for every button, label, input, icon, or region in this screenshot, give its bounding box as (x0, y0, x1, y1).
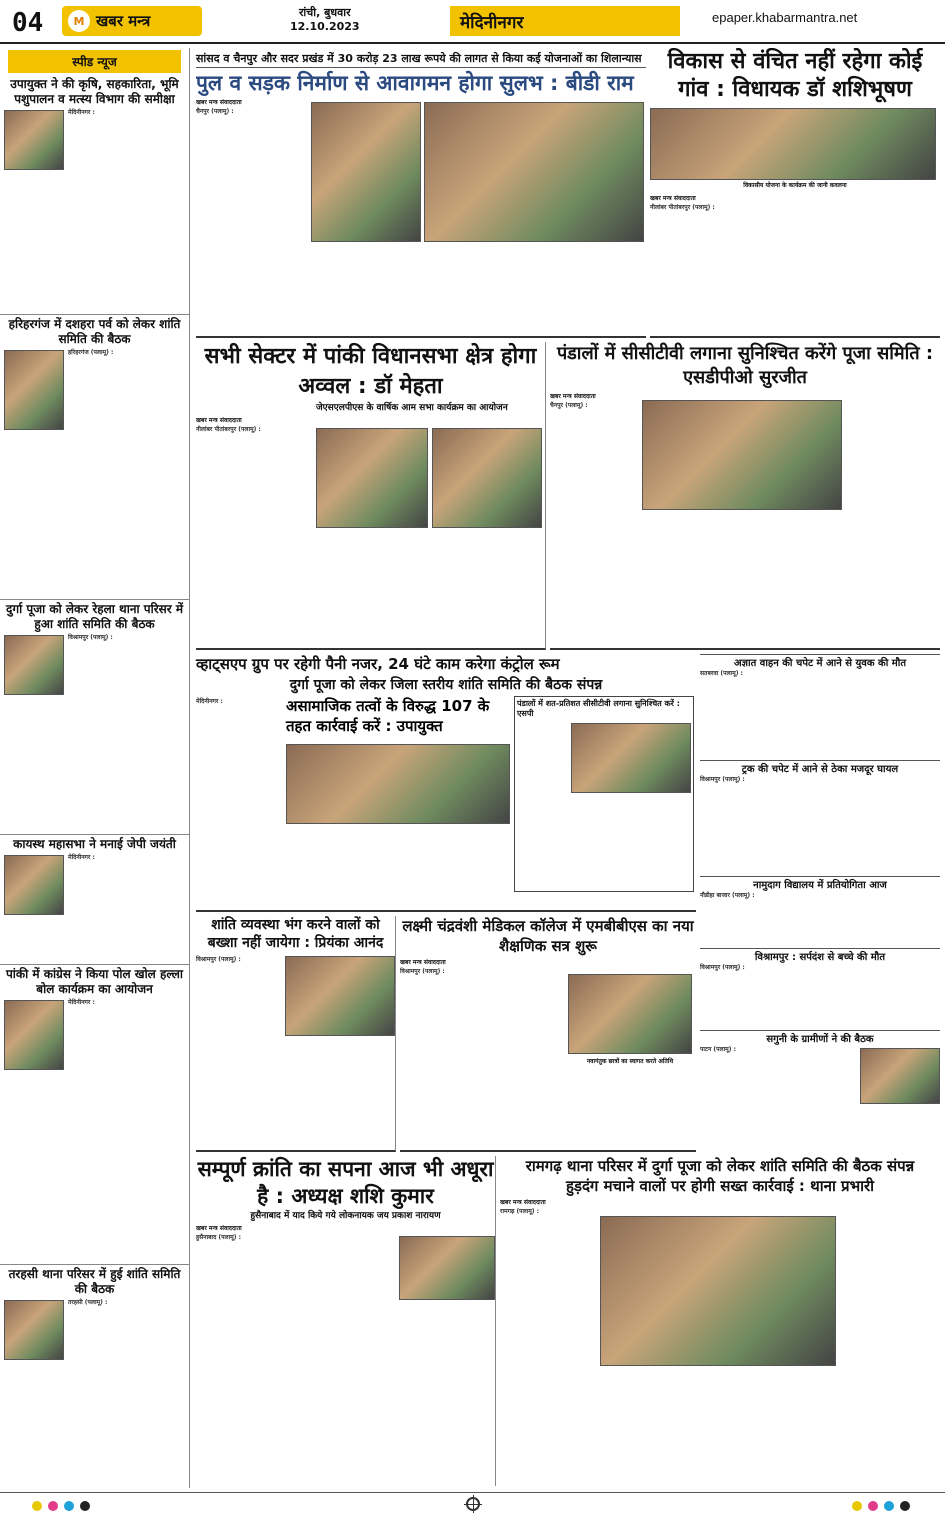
story-photo (4, 110, 64, 170)
story-priyanka-anand (196, 916, 396, 1152)
story-photo (4, 635, 64, 695)
story-dateline: चैनपुर (पलामू) : (196, 108, 234, 115)
story-dateline: मेदिनीनगर : (196, 698, 223, 705)
color-dot (32, 1501, 42, 1511)
color-dot (884, 1501, 894, 1511)
color-dot (64, 1501, 74, 1511)
story-dateline: मेदिनीनगर : (68, 854, 95, 861)
left-story (0, 315, 189, 600)
story-dateline: रामगढ़ (पलामू) : (500, 1208, 540, 1215)
story-dateline: हुसैनाबाद (पलामू) : (196, 1234, 241, 1241)
story-dateline: हरिहरगंज (पलामू) : (68, 349, 114, 356)
print-registration-footer (0, 1492, 945, 1517)
speed-news-tag: स्पीड न्यूज (8, 50, 181, 73)
story-headline: सभी सेक्टर में पांकी विधानसभा क्षेत्र होगा अव्वल : डॉ मेहता (204, 344, 537, 399)
brief-dateline: सतबरवा (पलामू) : (700, 670, 743, 677)
left-news-column (0, 48, 190, 1488)
story-headline: सम्पूर्ण क्रांति का सपना आज भी अधूरा है : अध्यक्ष शशि कुमार (197, 1157, 494, 1208)
story-mbbs-session (400, 916, 696, 1152)
story-ramgarh-meeting (500, 1156, 940, 1486)
brief-headline: अज्ञात वाहन की चपेट में आने से युवक की मौत (700, 654, 940, 670)
brief-dateline: विश्रामपुर (पलामू) : (700, 776, 745, 783)
story-byline: खबर मन्त्र संवाददाता (196, 99, 242, 106)
brand-logo-icon: M (68, 10, 90, 32)
story-byline: खबर मन्त्र संवाददाता (196, 1225, 242, 1232)
left-story (0, 600, 189, 835)
photo-caption: नवागंतुक छात्रों का स्वागत करते अतिथि (586, 1058, 674, 1065)
masthead (0, 0, 945, 44)
story-byline: खबर मन्त्र संवाददाता (196, 417, 242, 424)
color-dot (900, 1501, 910, 1511)
story-dateline: नीलांबर पीतांबरपुर (पलामू) : (650, 204, 715, 211)
story-deck: असामाजिक तत्वों के विरुद्ध 107 के तहत कार्रवाई करें : उपायुक्त (286, 697, 490, 735)
photo-caption: विकासीय योजना के कार्यक्रम की जानी कवलना (743, 182, 847, 189)
left-story-headline: पांकी में कांग्रेस ने किया पोल खोल हल्ला बोल कार्यक्रम का आयोजन (5, 967, 184, 996)
date-block (290, 6, 360, 34)
right-news-column (700, 654, 940, 1149)
story-photo (4, 855, 64, 915)
left-story (0, 1265, 189, 1488)
issue-date: 12.10.2023 (290, 20, 360, 33)
story-subheadline: हुड़दंग मचाने वालों पर होगी सख्त कार्रवाई : थाना प्रभारी (565, 1177, 875, 1195)
story-byline: खबर मन्त्र संवाददाता (550, 393, 596, 400)
brand-box (62, 6, 202, 36)
brief-story (700, 654, 940, 760)
story-panki-assembly (196, 342, 546, 650)
brief-story (700, 876, 940, 948)
story-photo (311, 102, 421, 242)
story-photo (568, 974, 692, 1054)
story-photo (432, 428, 542, 528)
epaper-link[interactable]: epaper.khabarmantra.net (712, 10, 858, 25)
story-headline: विकास से वंचित नहीं रहेगा कोई गांव : विधायक डॉ शशिभूषण (667, 49, 923, 102)
story-dateline: मेदिनीनगर : (68, 109, 95, 116)
left-story (0, 835, 189, 965)
left-story-headline: दुर्गा पूजा को लेकर रेहला थाना परिसर में हुआ शांति समिति की बैठक (6, 602, 183, 631)
inset-headline: पंडालों में शत-प्रतिशत सीसीटीवी लगाना सुनिश्चित करें : एसपी (517, 699, 680, 718)
story-subheadline: दुर्गा पूजा को लेकर जिला स्तरीय शांति समिति की बैठक संपन्न (289, 677, 603, 693)
story-photo (860, 1048, 940, 1104)
brief-story (700, 1030, 940, 1140)
brief-headline: नामुदाग विद्यालय में प्रतियोगिता आज (700, 876, 940, 892)
section-title: मेदिनीनगर (450, 6, 680, 36)
color-dot (852, 1501, 862, 1511)
left-story (0, 965, 189, 1265)
story-headline: पुल व सड़क निर्माण से आवागमन होगा सुलभ : बीडी राम (196, 71, 634, 95)
left-story-headline: उपायुक्त ने की कृषि, सहकारिता, भूमि पशुपालन व मत्स्य विभाग की समीक्षा (10, 77, 179, 106)
story-photo (650, 108, 936, 180)
story-headline: लक्ष्मी चंद्रवंशी मेडिकल कॉलेज में एमबीबीएस का नया शैक्षणिक सत्र शुरू (402, 917, 694, 955)
inset-photo (571, 723, 691, 793)
brand-name: खबर मन्त्र (96, 12, 151, 30)
color-dot (48, 1501, 58, 1511)
story-photo (286, 744, 510, 824)
story-dateline: विश्रामपुर (पलामू) : (400, 968, 445, 975)
story-kicker: हुसैनाबाद में याद किये गये लोकनायक जय प्रकाश नारायण (250, 1211, 441, 1221)
story-headline: पंडालों में सीसीटीवी लगाना सुनिश्चित करेंगे पूजा समिति : एसडीपीओ सुरजीत (556, 343, 934, 388)
story-dateline: मेदिनीनगर : (68, 999, 95, 1006)
story-photo (4, 1000, 64, 1070)
story-photo (316, 428, 428, 528)
story-pandal-cctv (550, 342, 940, 650)
story-byline: खबर मन्त्र संवाददाता (400, 959, 446, 966)
brief-dateline: विश्रामपुर (पलामू) : (700, 964, 745, 971)
brief-headline: विश्रामपुर : सर्पदंश से बच्चे की मौत (700, 948, 940, 964)
registration-target-icon (466, 1497, 480, 1511)
story-sampoorn-kranti (196, 1156, 496, 1486)
story-photo (4, 350, 64, 430)
brief-dateline: नौडीहा बाजार (पलामू) : (700, 892, 755, 899)
story-dateline: नीलांबर पीतांबरपुर (पलामू) : (196, 426, 261, 433)
whatsapp-monitoring-headline: व्हाट्सएप ग्रुप पर रहेगी पैनी नजर, 24 घंटे काम करेगा कंट्रोल रूम (196, 655, 560, 673)
story-photo (399, 1236, 495, 1300)
story-photo (285, 956, 395, 1036)
story-road-bridge (196, 70, 646, 338)
color-dot (868, 1501, 878, 1511)
story-dateline: विश्रामपुर (पलामू) : (68, 634, 113, 641)
brief-story (700, 948, 940, 1030)
top-band-headline: सांसद व चैनपुर और सदर प्रखंड में 30 करोड़ 23 लाख रूपये की लागत से किया कई योजनाओं का शिलान्यास (196, 48, 646, 68)
left-story (0, 75, 189, 315)
story-headline: शांति व्यवस्था भंग करने वालों को बख्शा नहीं जायेगा : प्रियंका आनंद (207, 917, 384, 951)
story-inset-box (514, 696, 694, 892)
brief-dateline: पाटन (पलामू) : (700, 1046, 736, 1053)
left-story-headline: हरिहरगंज में दशहरा पर्व को लेकर शांति समिति की बैठक (8, 317, 181, 346)
story-photo (600, 1216, 836, 1366)
city-day: रांची, बुधवार (298, 6, 351, 19)
brief-headline: सगुनी के ग्रामीणों ने की बैठक (700, 1030, 940, 1046)
brief-story (700, 760, 940, 876)
page-number: 04 (12, 8, 44, 38)
story-byline: खबर मन्त्र संवाददाता (500, 1199, 546, 1206)
left-story-headline: कायस्थ महासभा ने मनाई जेपी जयंती (13, 837, 176, 851)
story-village-development (650, 48, 940, 338)
story-byline: खबर मन्त्र संवाददाता (650, 195, 696, 202)
story-photo (4, 1300, 64, 1360)
story-dateline: चैनपुर (पलामू) : (550, 402, 588, 409)
story-photo (642, 400, 842, 510)
story-photo (424, 102, 644, 242)
story-dateline: विश्रामपुर (पलामू) : (196, 956, 241, 963)
story-headline: रामगढ़ थाना परिसर में दुर्गा पूजा को लेकर शांति समिति की बैठक संपन्न (525, 1157, 915, 1175)
brief-headline: ट्रक की चपेट में आने से ठेका मजदूर घायल (700, 760, 940, 776)
story-district-peace-meeting (196, 676, 696, 912)
left-story-headline: तरहसी थाना परिसर में हुई शांति समिति की बैठक (8, 1267, 181, 1296)
story-dateline: तरहसी (पलामू) : (68, 1299, 108, 1306)
color-dot (80, 1501, 90, 1511)
story-kicker: जेएसएलपीएस के वार्षिक आम सभा कार्यक्रम का आयोजन (316, 403, 508, 413)
